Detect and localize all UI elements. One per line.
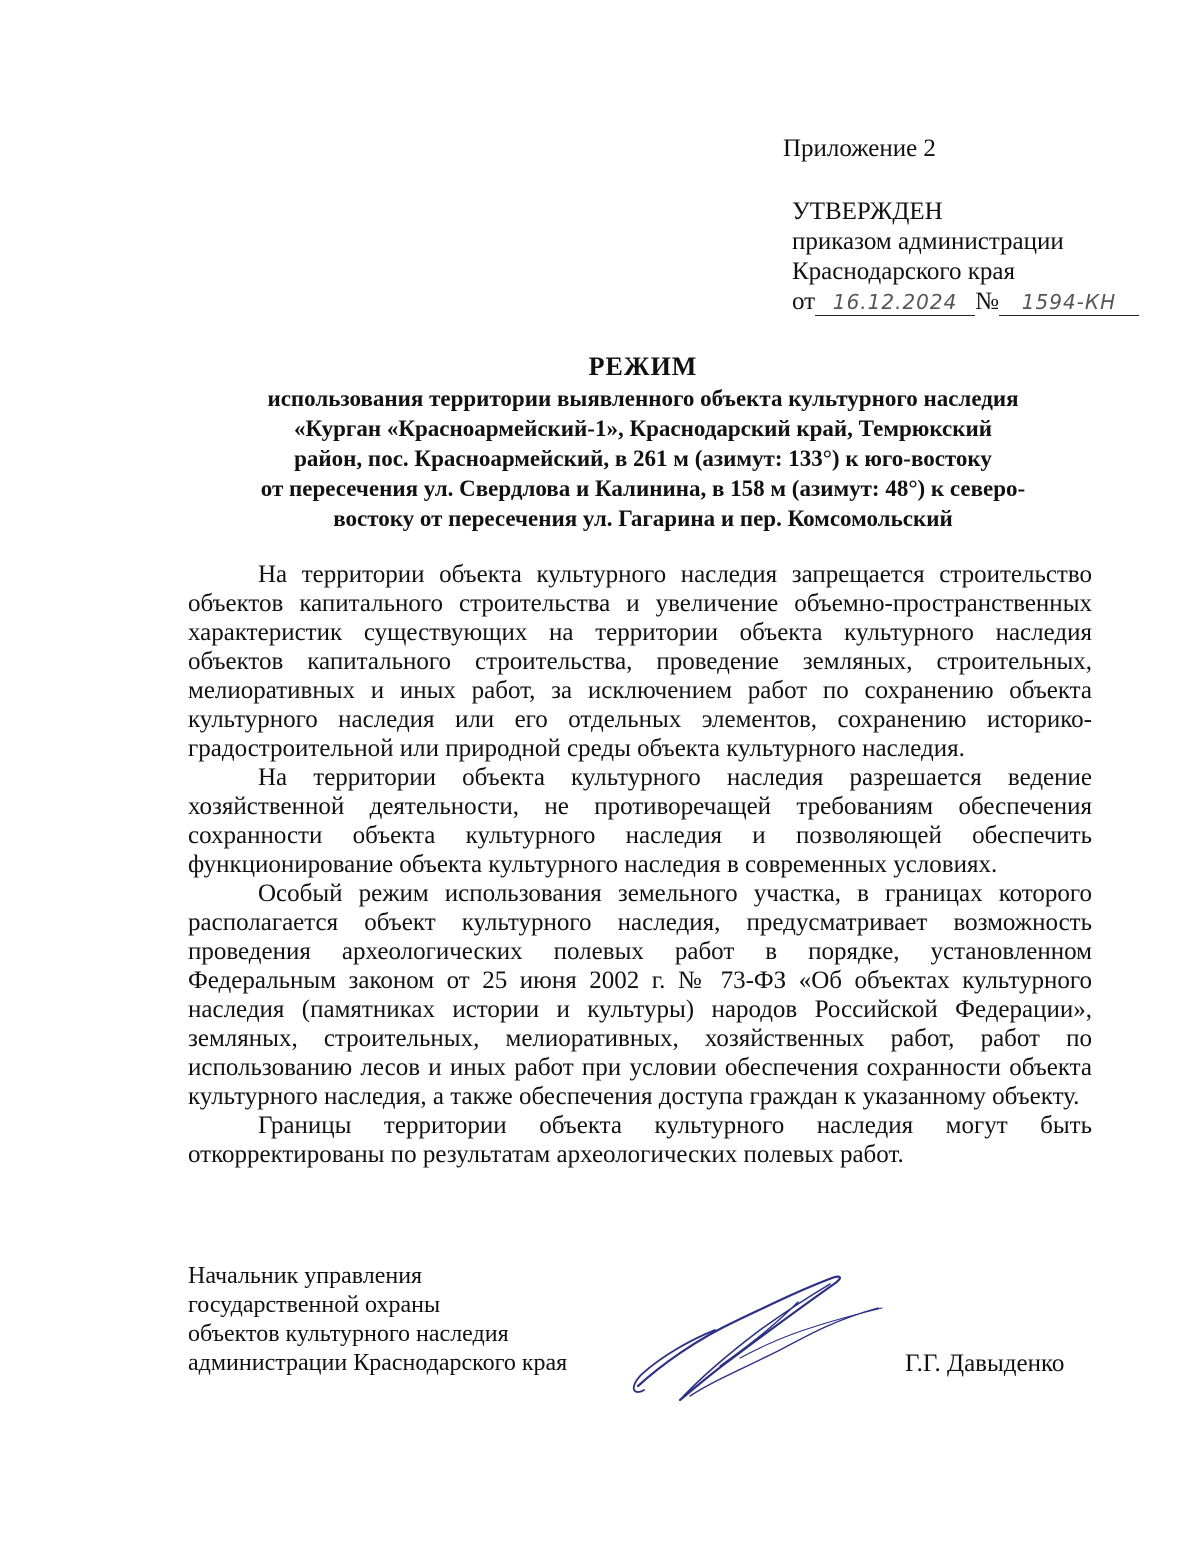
body-paragraph: На территории объекта культурного наследия запрещается строительство объектов капитального строительства и увеличение объемно-пространственных характеристик существующих на территории объекта культурного наследия объектов капитального строительства, проведение земляных, строительных, мелиоративных и иных работ, за исключением работ по сохранению объекта культурного наследия или его отдельных элементов, сохранению историко-градостроительной или природной среды объекта культурного наследия. [188, 561, 1092, 762]
handwritten-date: 16.12.2024 [815, 289, 975, 316]
signer-name: Г.Г. Давыденко [905, 1350, 1065, 1377]
document-title [188, 350, 1098, 534]
title-line: востоку от пересечения ул. Гагарина и пер. Комсомольский [333, 506, 953, 531]
title-line: «Курган «Красноармейский-1», Краснодарский край, Темрюкский [293, 416, 993, 441]
title-line: район, пос. Красноармейский, в 261 м (азимут: 133°) к юго-востоку [294, 446, 992, 471]
signer-position-line: администрации Краснодарского края [188, 1350, 568, 1376]
signer-position-line: Начальник управления [188, 1263, 423, 1289]
title-line: от пересечения ул. Свердлова и Калинина, в 158 м (азимут: 48°) к северо- [260, 476, 1026, 501]
date-prefix: от [792, 288, 816, 315]
signer-position-line: объектов культурного наследия [188, 1321, 509, 1347]
body-paragraph: Границы территории объекта культурного наследия могут быть откорректированы по результатам археологических полевых работ. [188, 1112, 1092, 1168]
title-line: использования территории выявленного объекта культурного наследия [267, 386, 1019, 411]
appendix-label: Приложение 2 [783, 135, 936, 162]
signer-position [188, 1262, 567, 1378]
body-paragraph: Особый режим использования земельного участка, в границах которого располагается объект культурного наследия, предусматривает возможность проведения археологических полевых работ в порядке, установленном Федеральным законом от 25 июня 2002 г. № 73-ФЗ «Об объектах культурного наследия (памятниках истории и культуры) народов Российской Федерации», земляных, строительных, мелиоративных, хозяйственных работ, работ по использованию лесов и иных работ при условии обеспечения сохранности объекта культурного наследия, а также обеспечения доступа граждан к указанному объекту. [188, 880, 1092, 1110]
approved-label: УТВЕРЖДЕН [792, 198, 943, 225]
number-prefix: № [975, 288, 999, 315]
title-subtitle [188, 384, 1098, 534]
order-line-2: Краснодарского края [792, 258, 1015, 285]
body-paragraph: На территории объекта культурного наследия разрешается ведение хозяйственной деятельности, не противоречащей требованиям обеспечения сохранности объекта культурного наследия и позволяющей обеспечить функционирование объекта культурного наследия в современных условиях. [188, 764, 1092, 878]
order-line-1: приказом администрации [792, 228, 1064, 255]
title-heading: РЕЖИМ [588, 352, 698, 381]
handwritten-number: 1594-КН [999, 289, 1139, 316]
order-date-number-line [792, 287, 1139, 317]
signer-position-line: государственной охраны [188, 1292, 441, 1318]
document-body [188, 560, 1092, 1169]
handwritten-signature [620, 1268, 890, 1408]
approval-block [792, 197, 1139, 317]
